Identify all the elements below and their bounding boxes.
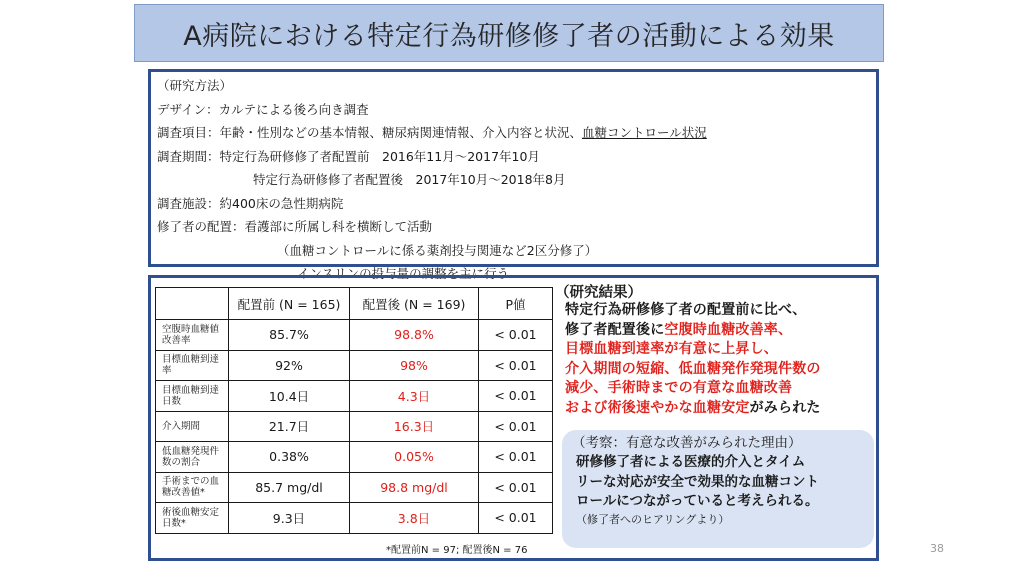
- row-label: 目標血糖到達率: [156, 350, 229, 381]
- results-line: 特定行為研修修了者の配置前に比べ、: [565, 302, 807, 318]
- row-p: < 0.01: [479, 472, 553, 503]
- row-before: 9.3日: [229, 503, 350, 534]
- row-label: 術後血糖安定日数*: [156, 503, 229, 534]
- row-p: < 0.01: [479, 320, 553, 351]
- table-row: [156, 350, 553, 381]
- row-after: 4.3日: [350, 381, 479, 412]
- row-p: < 0.01: [479, 381, 553, 412]
- row-label: 目標血糖到達日数: [156, 381, 229, 412]
- method-placement: 修了者の配置：看護部に所属し科を横断して活動: [157, 219, 433, 234]
- row-before: 10.4日: [229, 381, 350, 412]
- table-header-empty: [156, 288, 229, 320]
- method-heading: （研究方法）: [157, 78, 233, 93]
- results-heading: （研究結果）: [555, 285, 642, 301]
- results-table: [155, 287, 553, 534]
- table-header-before: 配置前 (N = 165): [229, 288, 350, 320]
- results-highlight: 目標血糖到達率: [565, 341, 665, 357]
- discussion-line: リーな対応が安全で効果的な血糖コント: [576, 473, 819, 490]
- results-line: [565, 340, 877, 360]
- row-before: 85.7%: [229, 320, 350, 351]
- method-design: デザイン：カルテによる後ろ向き調査: [157, 101, 369, 117]
- table-footnote: *配置前N = 97; 配置後N = 76: [386, 545, 528, 556]
- table-row: [156, 381, 553, 412]
- row-after: 0.05%: [350, 442, 479, 473]
- results-line: [565, 321, 877, 341]
- row-p: < 0.01: [479, 350, 553, 381]
- row-label: 介入期間: [156, 411, 229, 442]
- row-before: 21.7日: [229, 411, 350, 442]
- table-row: [156, 320, 553, 351]
- method-period-after: 特定行為研修修了者配置後 2017年10月～2018年8月: [253, 172, 566, 187]
- row-before: 85.7 mg/dl: [229, 472, 350, 503]
- table-row: [156, 442, 553, 473]
- results-line: [565, 399, 877, 419]
- row-label: 低血糖発現件数の割合: [156, 442, 229, 473]
- row-after: 98.8 mg/dl: [350, 472, 479, 503]
- row-before: 92%: [229, 350, 350, 381]
- row-label: 手術までの血糖改善値*: [156, 472, 229, 503]
- row-p: < 0.01: [479, 503, 553, 534]
- row-after: 16.3日: [350, 411, 479, 442]
- results-fragment: 修了者配置後に: [565, 321, 665, 338]
- discussion-note: （修了者へのヒアリングより）: [576, 512, 730, 526]
- table-header-row: [156, 288, 553, 320]
- table-row: [156, 411, 553, 442]
- results-highlight: および術後速やかな血糖安定: [565, 399, 750, 416]
- discussion-heading: （考察：有意な改善がみられた理由）: [572, 435, 802, 451]
- table-header-p: P値: [479, 288, 553, 320]
- method-items-underlined: 血糖コントロール状況: [582, 125, 707, 140]
- row-before: 0.38%: [229, 442, 350, 473]
- results-text: [565, 301, 877, 418]
- results-fragment: がみられた: [749, 399, 821, 416]
- slide-title: A病院における特定行為研修修了者の活動による効果: [183, 20, 835, 52]
- discussion-line: 研修修了者による医療的介入とタイム: [576, 454, 806, 470]
- row-p: < 0.01: [479, 411, 553, 442]
- results-line: 減少、手術時までの有意な血糖改善: [565, 380, 793, 396]
- page-number: 38: [930, 542, 944, 555]
- method-items: [157, 121, 868, 145]
- row-p: < 0.01: [479, 442, 553, 473]
- method-placement-sub2: インスリンの投与量の調整を主に行う: [297, 266, 510, 281]
- results-highlight: が有意に上昇し、: [664, 341, 779, 357]
- method-section: [148, 69, 879, 281]
- method-placement-sub1: （血糖コントロールに係る薬剤投与関連など2区分修了）: [277, 242, 598, 258]
- results-highlight: 空腹時血糖改善率、: [664, 321, 793, 338]
- row-after: 3.8日: [350, 503, 479, 534]
- row-after: 98.8%: [350, 320, 479, 351]
- method-period-before: 調査期間：特定行為研修修了者配置前 2016年11月～2017年10月: [157, 148, 540, 164]
- method-items-text: 調査項目：年齢・性別などの基本情報、糖尿病関連情報、介入内容と状況、: [157, 125, 583, 140]
- table-row: [156, 503, 553, 534]
- results-line: 介入期間の短縮、低血糖発作発現件数の: [565, 360, 821, 377]
- table-header-after: 配置後 (N = 169): [350, 288, 479, 320]
- row-after: 98%: [350, 350, 479, 381]
- slide-title-banner: [134, 4, 884, 62]
- method-facility: 調査施設：約400床の急性期病院: [157, 195, 344, 211]
- row-label: 空腹時血糖値改善率: [156, 320, 229, 351]
- discussion-line: ロールにつながっていると考えられる。: [576, 493, 819, 509]
- table-row: [156, 472, 553, 503]
- discussion-box: [562, 430, 874, 548]
